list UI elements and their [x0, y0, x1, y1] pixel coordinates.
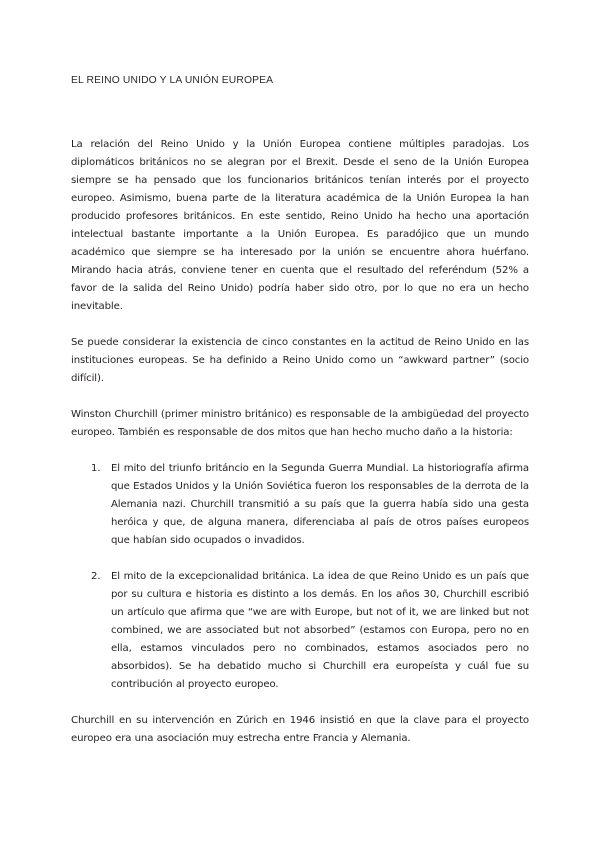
- list-item: El mito del triunfo británcio en la Segunda Guerra Mundial. La historiografía afirma que Estados Unidos y la Unión Soviética fueron los responsables de la derrota de la Alemania nazi. Churchill transmitió a su país que la guerra había sido una gesta heróica y que, de alguna manera, diferenciaba al país de otros países europeos que habían sido ocupados o invadidos.: [111, 463, 529, 546]
- paragraph-zurich: Churchill en su intervención en Zúrich en 1946 insistió en que la clave para el proyecto europeo era una asociación muy estrecha entre Francia y Alemania.: [71, 715, 529, 744]
- page-title: EL REINO UNIDO Y LA UNIÓN EUROPEA: [71, 74, 274, 86]
- paragraph-awkward-partner: Se puede considerar la existencia de cinco constantes en la actitud de Reino Unido en las instituciones europeas. Se ha definido a Reino Unido como un “awkward partner” (socio difícil).: [71, 337, 529, 384]
- list-item: El mito de la excepcionalidad británica. La idea de que Reino Unido es un país que por su cultura e historia es distinto a los demás. En los años 30, Churchill escribió un artículo que afirma que “we are with Europe, but not of it, we are linked but not combined, we are associated but not absorbed” (estamos con Europa, pero no en ella, estamos vinculados pero no combinados, estamos asociados pero no absorbidos). Se ha debatido mucho si Churchill era europeísta y cuál fue su contribución al proyecto europeo.: [111, 571, 529, 690]
- myth-list: [71, 460, 529, 694]
- paragraph-intro: La relación del Reino Unido y la Unión Europea contiene múltiples paradojas. Los diplomáticos británicos no se alegran por el Brexit. Desde el seno de la Unión Europea siempre se ha pensado que los funcionarios británicos tenían interés por el proyecto europeo. Asimismo, buena parte de la literatura académica de la Unión Europea la han producido profesores británicos. En este sentido, Reino Unido ha hecho una aportación intelectual bastante importante a la Unión Europea. Es paradójico que un mundo académico que siempre se ha interesado por la unión se encuentre ahora huérfano. Mirando hacia atrás, conviene tener en cuenta que el resultado del referéndum (52% a favor de la salida del Reino Unido) podría haber sido otro, por lo que no era un hecho inevitable.: [71, 139, 529, 312]
- document-body: [71, 136, 529, 748]
- paragraph-churchill-intro: Winston Churchill (primer ministro británico) es responsable de la ambigüedad del proyecto europeo. También es responsable de dos mitos que han hecho mucho daño a la historia:: [71, 409, 529, 438]
